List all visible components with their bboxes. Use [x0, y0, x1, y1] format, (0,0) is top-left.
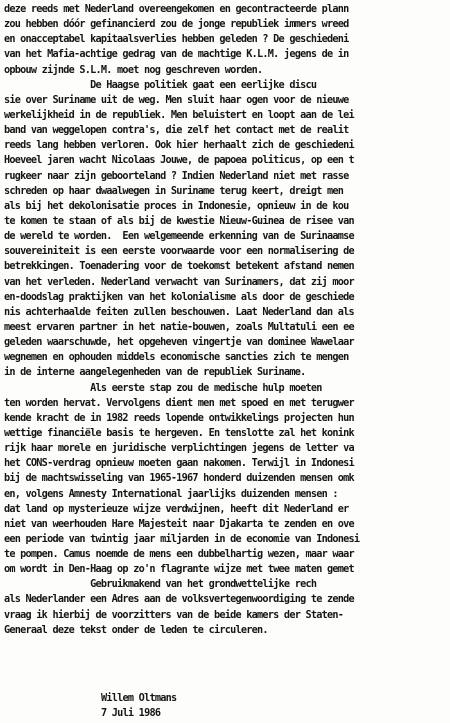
text-line: De Haagse politiek gaat een eerlijke discu — [4, 79, 317, 91]
text-line: geleden waarschuwde, het opgeheven vingertje van dominee Wawelaar — [4, 337, 354, 349]
text-line: en onacceptabel kapitaalsverlies hebben geleden ? De geschiedeni — [4, 34, 349, 46]
text-line: band van weggelopen contra's, die zelf het contact met de realit — [4, 125, 349, 137]
text-line: om wordt in Den-Haag op zo'n flagrante wijze met twee maten gemet — [4, 564, 354, 576]
text-line: reeds lang hebben verloren. Ook hier herhaalt zich de geschiedeni — [4, 140, 354, 152]
text-line: Gebruikmakend van het grondwettelijke rech — [4, 579, 317, 591]
text-line: dat land op mysterieuze wijze verdwijnen, heeft dit Nederland er — [4, 503, 349, 515]
text-line: en, volgens Amnesty International jaarlijks duizenden mensen : — [4, 488, 338, 500]
text-line: opbouw zijnde S.L.M. moet nog geschreven worden. — [4, 64, 263, 76]
text-line: van het verleden. Nederland verwacht van Surinamers, dat zij moor — [4, 276, 354, 288]
document-body — [4, 2, 450, 638]
text-line: rugkeer naar zijn geboorteland ? Indien Nederland niet met rasse — [4, 170, 349, 182]
text-line: Generaal deze tekst onder de leden te circuleren. — [4, 624, 268, 636]
text-line: ten worden hervat. Vervolgens dient men met spoed en met terugwer — [4, 397, 354, 409]
text-line: als Nederlander een Adres aan de volksvertegenwoordiging te zende — [4, 594, 354, 606]
text-line: in de interne aangelegenheden van de republiek Suriname. — [4, 367, 306, 379]
text-line: van het Mafia-achtige gedrag van de machtige K.L.M. jegens de in — [4, 49, 349, 61]
text-line: zou hebben dóór gefinancierd zou de jonge republiek immers wreed — [4, 19, 349, 31]
text-line: schreden op haar dwaalwegen in Suriname terug keert, dreigt men — [4, 185, 344, 197]
text-line: een periode van twintig jaar miljarden in de economie van Indonesi — [4, 533, 360, 545]
signature-block — [4, 691, 450, 721]
text-line: wettige financiële basis te hergeven. En tenslotte zal het konink — [4, 427, 354, 439]
text-line: Als eerste stap zou de medische hulp moeten — [4, 382, 322, 394]
text-line: kende kracht de in 1982 reeds lopende ontwikkelings projecten hun — [4, 412, 354, 424]
text-line: wegnemen en ophouden middels economische sancties zich te mengen — [4, 352, 349, 364]
text-line: betrekkingen. Toenadering voor de toekomst betekent afstand nemen — [4, 261, 354, 273]
text-line: en-doodslag praktijken van het kolonialisme als door de geschiede — [4, 291, 354, 303]
text-line: niet van weerhouden Hare Majesteit naar Djakarta te zenden en ove — [4, 518, 354, 530]
text-line: Hoeveel jaren wacht Nicolaas Jouwe, de papoea politicus, op een t — [4, 155, 354, 167]
text-line: nis achterhaalde feiten zullen beschouwen. Laat Nederland dan als — [4, 306, 354, 318]
text-line: meest ervaren partner in het natie-bouwen, zoals Multatuli een ee — [4, 321, 354, 333]
text-line: bij de machtswisseling van 1965-1967 honderd duizenden mensen omk — [4, 473, 354, 485]
text-line: werkelijkheid in de republiek. Men beluistert en loopt aan de lei — [4, 109, 354, 121]
text-line: souvereiniteit is een eerste voorwaarde voor een normalisering de — [4, 246, 354, 258]
text-line: het CONS-verdrag opnieuw moeten gaan nakomen. Terwijl in Indonesi — [4, 458, 354, 470]
text-line: de wereld te worden. Een welgemeende erkenning van de Surinaamse — [4, 231, 354, 243]
signature-date: 7 Juli 1986 — [101, 707, 161, 719]
text-line: vraag ik hierbij de voorzitters van de beide kamers der Staten- — [4, 609, 344, 621]
text-line: rijk haar morele en juridische verplichtingen jegens de letter va — [4, 443, 354, 455]
text-line: als bij het dekolonisatie proces in Indonesie, opnieuw in de kou — [4, 200, 349, 212]
signature-name: Willem Oltmans — [101, 692, 177, 704]
text-line: te komen te staan of als bij de kwestie Nieuw-Guinea de risee van — [4, 215, 354, 227]
text-line: te pompen. Camus noemde de mens een dubbelhartig wezen, maar waar — [4, 549, 354, 561]
text-line: deze reeds met Nederland overeengekomen en gecontracteerde plann — [4, 4, 349, 15]
text-line: sie over Suriname uit de weg. Men sluit haar ogen voor de nieuwe — [4, 94, 349, 106]
